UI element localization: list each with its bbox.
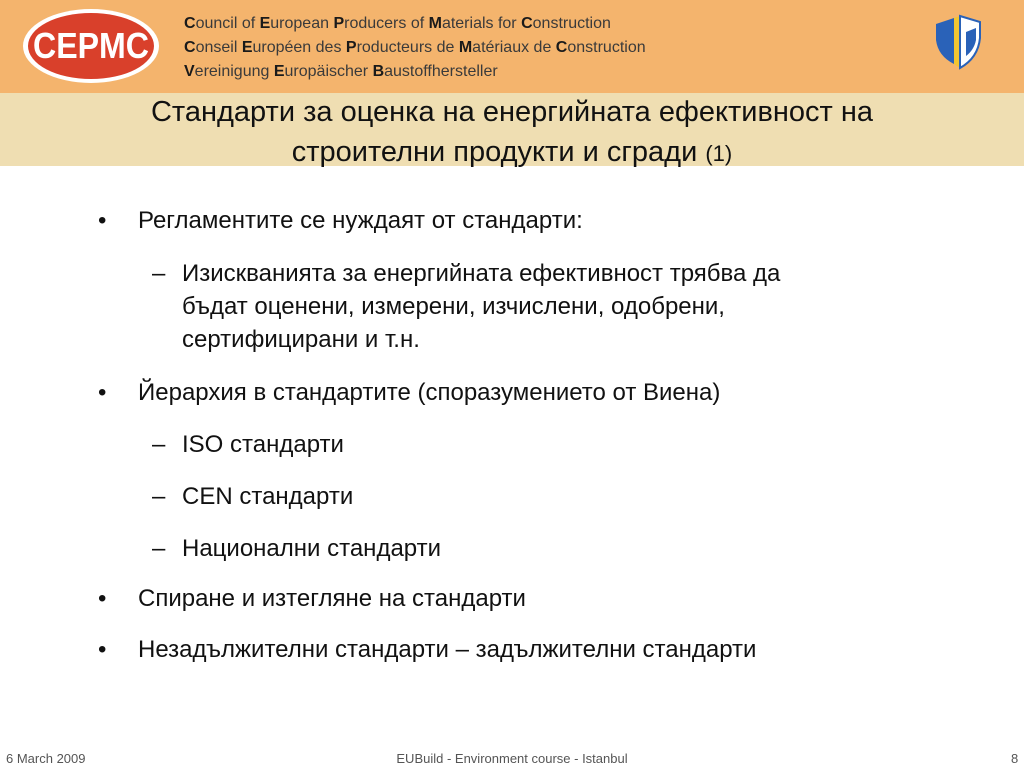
bullet-item xyxy=(138,204,998,237)
org-word: atériaux de xyxy=(472,39,556,56)
bullet-text-line: бъдат оценени, измерени, изчислени, одобрени, xyxy=(182,293,725,320)
bullet-dash: – xyxy=(152,431,166,458)
bullet-text-line: Незадължителни стандарти – задължителни стандарти xyxy=(138,636,757,663)
org-word: onstruction xyxy=(567,39,646,56)
org-initial: M xyxy=(458,39,473,56)
bullet-dot: • xyxy=(98,379,107,406)
org-initial: E xyxy=(259,15,271,32)
cepmc-logo xyxy=(22,8,160,84)
bullet-text-line: Йерархия в стандартите (споразумението от Виена) xyxy=(138,379,721,406)
header-bar xyxy=(0,0,1024,93)
bullet-text-line: Национални стандарти xyxy=(182,535,442,562)
slide-title-line-1: Стандарти за оценка на енергийната ефективност на xyxy=(150,96,874,128)
org-word: roducers of xyxy=(344,15,429,32)
footer-page-number: 8 xyxy=(1011,751,1019,766)
org-initial: B xyxy=(372,63,385,80)
org-initial: C xyxy=(521,15,533,32)
slide-title-line-2-text: строителни продукти и сгради xyxy=(291,136,698,168)
slide-title xyxy=(0,92,1024,174)
org-initial: V xyxy=(184,63,195,80)
footer-date: 6 March 2009 xyxy=(6,751,86,766)
org-line-english xyxy=(184,12,646,36)
org-word: onstruction xyxy=(532,15,611,32)
org-word: onseil xyxy=(195,39,242,56)
org-initial: P xyxy=(333,15,345,32)
org-word: uropéen des xyxy=(252,39,346,56)
bullet-dot: • xyxy=(98,636,107,663)
org-word: ereinigung xyxy=(194,63,274,80)
sub-bullet-item xyxy=(182,532,922,565)
bullet-item xyxy=(138,376,998,409)
logo-text: CEPMC xyxy=(33,25,149,66)
org-initial: C xyxy=(555,39,568,56)
bullet-dash: – xyxy=(152,535,166,562)
bullet-text-line: Изискванията за енергийната ефективност трябва да xyxy=(182,260,781,287)
bullet-dot: • xyxy=(98,585,107,612)
footer-course: EUBuild - Environment course - Istanbul xyxy=(396,751,628,766)
org-word: roducteurs de xyxy=(356,39,459,56)
org-word: aterials for xyxy=(441,15,522,32)
bullet-item xyxy=(138,582,998,615)
org-initial: E xyxy=(241,39,253,56)
org-line-german xyxy=(184,60,646,84)
bullet-dash: – xyxy=(152,483,166,510)
org-initial: P xyxy=(345,39,357,56)
bullet-text-line: Спиране и изтегляне на стандарти xyxy=(138,585,526,612)
org-initial: C xyxy=(184,15,196,32)
org-line-french xyxy=(184,36,646,60)
bullet-text-line: Регламентите се нуждаят от стандарти: xyxy=(138,207,583,234)
slide-title-line-2 xyxy=(0,132,1024,174)
org-word: ouncil of xyxy=(195,15,260,32)
bullet-dash: – xyxy=(152,260,166,287)
org-initial: M xyxy=(428,15,442,32)
slide-number-marker: (1) xyxy=(705,141,733,166)
org-initial: E xyxy=(273,63,285,80)
bullet-text-line: ISO стандарти xyxy=(182,431,344,458)
sub-bullet-item xyxy=(182,257,922,356)
bullet-text-line: сертифицирани и т.н. xyxy=(182,326,420,353)
bullet-dot: • xyxy=(98,207,107,234)
organization-names xyxy=(184,12,646,84)
bullet-item xyxy=(138,633,998,666)
bullet-text-line: CEN стандарти xyxy=(182,483,354,510)
org-word: austoffhersteller xyxy=(384,63,498,80)
shield-emblem-icon xyxy=(930,10,984,72)
sub-bullet-item xyxy=(182,428,922,461)
org-initial: C xyxy=(184,39,196,56)
org-word: uropean xyxy=(270,15,334,32)
org-word: uropäischer xyxy=(284,63,373,80)
sub-bullet-item xyxy=(182,480,922,513)
